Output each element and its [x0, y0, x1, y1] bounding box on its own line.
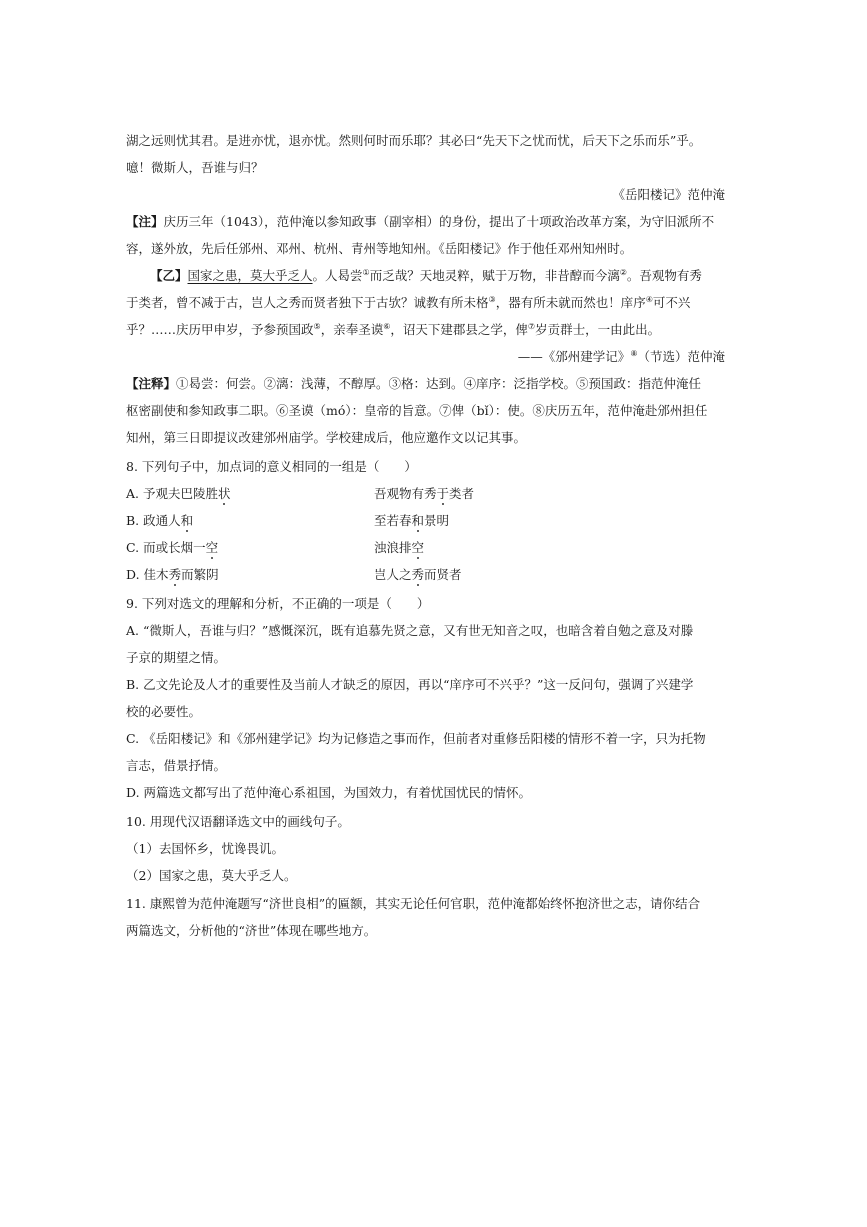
q8-option-c[interactable] — [126, 538, 726, 558]
dotted-word: 状 — [218, 486, 231, 501]
passage-b-text: 。人曷尝 — [312, 268, 363, 283]
q8-option-d[interactable] — [126, 565, 726, 585]
option-text: 浊浪排 — [374, 540, 412, 555]
q9-option-b-line-2: 校的必要性。 — [126, 704, 202, 719]
option-text: 景明 — [424, 513, 450, 528]
option-b-second — [374, 511, 449, 531]
dotted-word: 空 — [205, 540, 219, 555]
passage-b-note-line-3: 知州，第三日即提议改建邠州庙学。学校建成后，他应邀作文以记其事。 — [126, 430, 527, 445]
dotted-word: 于 — [436, 486, 450, 501]
option-text: 至若春 — [374, 513, 412, 528]
option-text: 而或长烟一 — [143, 540, 206, 555]
footnote-ref: ① — [362, 267, 370, 277]
q8-stem: 8. 下列句子中，加点词的意义相同的一组是（ ） — [126, 459, 417, 474]
dotted-word: 秀 — [411, 567, 425, 582]
source-author: （节选）范仲淹 — [637, 349, 725, 364]
passage-b-text: 乎？……庆历甲申岁，予参预国政 — [126, 322, 314, 337]
option-text: 政通人 — [143, 513, 181, 528]
passage-b-line-2 — [126, 293, 726, 313]
q9-option-c-line-2: 言志，借景抒情。 — [126, 758, 227, 773]
passage-a-source: 《岳阳楼记》范仲淹 — [612, 187, 725, 202]
passage-b-text: 岁贡群士，一由此出。 — [535, 322, 661, 337]
option-a-second — [374, 484, 474, 504]
q9-option-a-line-2: 子京的期望之情。 — [126, 650, 227, 665]
footnote-ref: ⑥ — [383, 321, 391, 331]
passage-b-note-line-2: 枢密副使和参知政事二职。⑥圣谟（mó）：皇帝的旨意。⑦俾（bǐ）：使。⑧庆历五年，范仲淹赴邠州担任 — [126, 403, 708, 418]
option-label: C. — [126, 540, 140, 555]
q8-option-a[interactable] — [126, 484, 726, 504]
q10-stem: 10. 用现代汉语翻译选文中的画线句子。 — [126, 814, 350, 829]
passage-b-text: ，亲奉圣谟 — [320, 322, 384, 337]
footnote-ref: ③ — [488, 294, 496, 304]
note-text: 庆历三年（1043），范仲淹以参知政事（副宰相）的身份，提出了十项政治改革方案，为守旧派所不 — [163, 214, 715, 229]
note-text: ①曷尝：何尝。②漓：浅薄，不醇厚。③格：达到。④庠序：泛指学校。⑤预国政：指范仲淹任 — [176, 376, 702, 391]
passage-b-note-line-1 — [126, 374, 726, 394]
option-label: B. — [126, 513, 140, 528]
dotted-word: 秀 — [168, 567, 182, 582]
passage-b-text: 可不兴 — [652, 295, 691, 310]
option-text: 而繁阴 — [181, 567, 219, 582]
passage-a-note-line-1 — [126, 212, 726, 232]
passage-b-text: ，器有所未就而然也！庠序 — [495, 295, 646, 310]
q11-line-1: 11. 康熙曾为范仲淹题写“济世良相”的匾额，其实无论任何官职，范仲淹都始终怀抱济世之志，请你结合 — [126, 896, 701, 911]
option-c-second — [374, 538, 424, 558]
passage-a-line-1: 湖之远则忧其君。是进亦忧，退亦忧。然则何时而乐耶？其必曰“先天下之忧而忧，后天下之乐而乐”乎。 — [126, 133, 702, 148]
footnote-ref: ⑦ — [527, 321, 536, 331]
q9-option-c-line-1[interactable]: C. 《岳阳楼记》和《邠州建学记》均为记修造之事而作，但前者对重修岳阳楼的情形不着一字，只为托物 — [126, 731, 706, 746]
option-text: 岂人之 — [374, 567, 412, 582]
dotted-word: 和 — [180, 513, 194, 528]
footnote-ref: ⑤ — [313, 321, 321, 331]
q11-line-2: 两篇选文，分析他的“济世”体现在哪些地方。 — [126, 923, 377, 938]
q9-option-a-line-1[interactable]: A. “微斯人，吾谁与归？”感慨深沉，既有追慕先贤之意，又有世无知音之叹，也暗含着自勉之意及对滕 — [126, 623, 694, 638]
footnote-ref: ② — [619, 267, 627, 277]
q9-option-b-line-1[interactable]: B. 乙文先论及人才的重要性及当前人才缺乏的原因，再以“庠序可不兴乎？”这一反问句，强调了兴建学 — [126, 677, 694, 692]
note-label: 【注】 — [126, 214, 164, 229]
option-text: 而贤者 — [424, 567, 462, 582]
note-label: 【注释】 — [126, 376, 177, 391]
option-text: 类者 — [449, 486, 475, 501]
option-text: 吾观物有秀 — [374, 486, 437, 501]
q10-sentence-2: （2）国家之患，莫大乎乏人。 — [126, 868, 297, 883]
passage-a-line-2: 噫！微斯人，吾谁与归？ — [126, 160, 264, 175]
source-title: ——《邠州建学记》 — [517, 349, 631, 364]
footnote-ref: ④ — [645, 294, 653, 304]
option-d-second — [374, 565, 462, 585]
option-text: 佳木 — [143, 567, 169, 582]
q10-sentence-1: （1）去国怀乡，忧谗畏讥。 — [126, 841, 284, 856]
passage-b-label: 【乙】 — [150, 268, 188, 283]
passage-b-source — [518, 347, 725, 367]
q9-option-d[interactable]: D. 两篇选文都写出了范仲淹心系祖国，为国效力，有着忧国忧民的情怀。 — [126, 785, 532, 800]
option-text: 予观夫巴陵胜 — [143, 486, 219, 501]
q9-stem: 9. 下列对选文的理解和分析，不正确的一项是（ ） — [126, 596, 430, 611]
passage-b-text: 而乏哉？天地灵粹，赋于万物，非昔醇而今漓 — [369, 268, 620, 283]
option-label: A. — [126, 486, 140, 501]
footnote-ref: ⑧ — [630, 348, 638, 358]
underlined-sentence: 国家之患，莫大乎乏人 — [187, 268, 313, 283]
dotted-word: 和 — [411, 513, 425, 528]
passage-a-note-line-2: 容，遂外放，先后任邠州、邓州、杭州、青州等地知州。《岳阳楼记》作于他任邓州知州时。 — [126, 241, 633, 256]
passage-b-text: ，诏天下建郡县之学，俾 — [390, 322, 528, 337]
passage-b-text: 于类者，曾不减于古，岂人之秀而贤者独下于古欤？诚教有所未格 — [126, 295, 489, 310]
passage-b-text: 。吾观物有秀 — [626, 268, 702, 283]
option-label: D. — [126, 567, 140, 582]
q8-option-b[interactable] — [126, 511, 726, 531]
dotted-word: 空 — [411, 540, 425, 555]
passage-b-line-3 — [126, 320, 726, 340]
passage-b-line-1 — [150, 266, 750, 286]
